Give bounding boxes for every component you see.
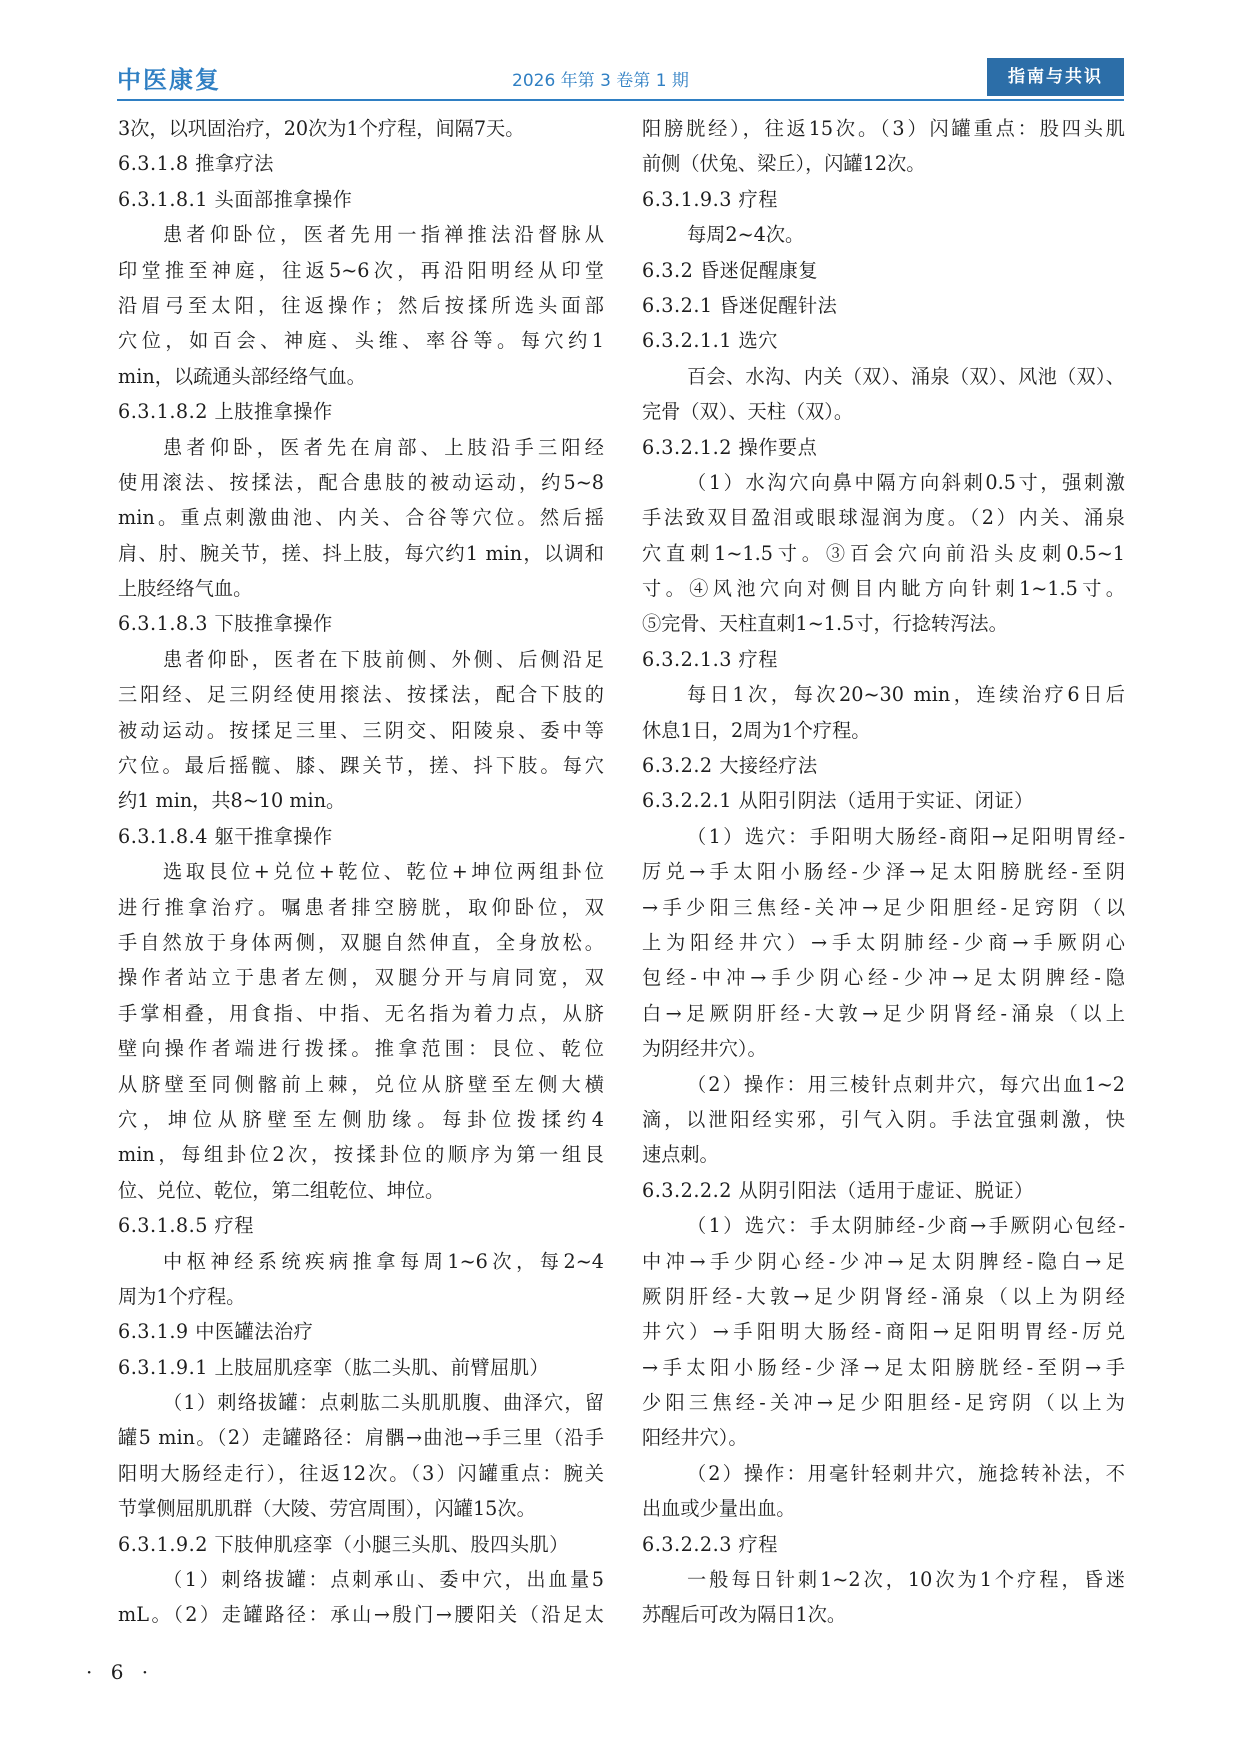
section-heading: 6.3.1.8 推拿疗法 bbox=[118, 152, 274, 176]
journal-name: 中医康复 bbox=[117, 66, 221, 94]
text-line: 位、兑位、乾位，第二组乾位、坤位。 bbox=[118, 1178, 445, 1202]
text-line: 周为1个疗程。 bbox=[118, 1284, 246, 1308]
text-line: mL。（2）走罐路径：承山→殷门→腰阳关（沿足太 bbox=[118, 1603, 604, 1627]
text-line: 滴，以泄阳经实邪，引气入阴。手法宜强刺激，快 bbox=[642, 1107, 1125, 1131]
section-heading: 6.3.1.9 中医罐法治疗 bbox=[118, 1320, 314, 1344]
text-line: 一般每日针刺1~2次，10次为1个疗程，昏迷 bbox=[687, 1568, 1125, 1592]
section-heading: 6.3.2.1.2 操作要点 bbox=[642, 435, 818, 459]
section-heading: 6.3.1.9.3 疗程 bbox=[642, 187, 778, 211]
section-heading: 6.3.2.1.3 疗程 bbox=[642, 647, 778, 671]
section-heading: 6.3.1.8.4 躯干推拿操作 bbox=[118, 824, 333, 848]
text-line: 沿眉弓至太阳，往返操作；然后按揉所选头面部 bbox=[118, 293, 604, 317]
text-line: 百会、水沟、内关（双）、涌泉（双）、风池（双）、 bbox=[687, 364, 1125, 388]
text-line: 使用滚法、按揉法，配合患肢的被动运动，约5~8 bbox=[118, 470, 604, 494]
page-number: · 6 · bbox=[86, 1660, 155, 1684]
section-heading: 6.3.2.2 大接经疗法 bbox=[642, 754, 818, 778]
text-line: 休息1日，2周为1个疗程。 bbox=[642, 718, 871, 742]
text-line: 选取艮位+兑位+乾位、乾位+坤位两组卦位 bbox=[163, 860, 604, 884]
section-heading: 6.3.2.2.3 疗程 bbox=[642, 1532, 778, 1556]
text-line: 阳明大肠经走行），往返12次。（3）闪罐重点：腕关 bbox=[118, 1461, 604, 1485]
issue-info: 2026 年第 3 卷第 1 期 bbox=[512, 71, 689, 91]
section-heading: 6.3.1.8.5 疗程 bbox=[118, 1214, 254, 1238]
text-line: （1）选穴：手阳明大肠经-商阳→足阳明胃经- bbox=[687, 824, 1125, 848]
section-label: 指南与共识 bbox=[987, 58, 1124, 96]
text-line: 罐5 min。（2）走罐路径：肩髃→曲池→手三里（沿手 bbox=[118, 1426, 604, 1450]
section-heading: 6.3.1.8.3 下肢推拿操作 bbox=[118, 612, 333, 636]
text-line: 阳经井穴）。 bbox=[642, 1426, 748, 1450]
text-line: 为阴经井穴）。 bbox=[642, 1037, 767, 1061]
text-line: 寸。④风池穴向对侧目内眦方向针刺1~1.5寸。 bbox=[642, 577, 1125, 601]
right-column bbox=[642, 111, 1125, 1633]
text-line: 中枢神经系统疾病推拿每周1~6次，每2~4 bbox=[163, 1249, 604, 1273]
text-line: 患者仰卧，医者在下肢前侧、外侧、后侧沿足 bbox=[163, 647, 604, 671]
section-heading: 6.3.1.9.2 下肢伸肌痉挛（小腿三头肌、股四头肌） bbox=[118, 1532, 569, 1556]
section-heading: 6.3.2.1 昏迷促醒针法 bbox=[642, 293, 838, 317]
text-line: min，每组卦位2次，按揉卦位的顺序为第一组艮 bbox=[118, 1143, 604, 1167]
text-line: 苏醒后可改为隔日1次。 bbox=[642, 1603, 847, 1627]
text-line: 少阳三焦经-关冲→足少阳胆经-足窍阴（以上为 bbox=[642, 1391, 1125, 1415]
text-line: 包经-中冲→手少阴心经-少冲→足太阴脾经-隐 bbox=[642, 966, 1125, 990]
section-heading: 6.3.2.2.1 从阳引阴法（适用于实证、闭证） bbox=[642, 789, 1034, 813]
text-line: 上为阳经井穴）→手太阴肺经-少商→手厥阴心 bbox=[642, 930, 1125, 954]
text-line: 患者仰卧位，医者先用一指禅推法沿督脉从 bbox=[163, 223, 604, 247]
text-line: →手太阳小肠经-少泽→足太阳膀胱经-至阴→手 bbox=[642, 1355, 1125, 1379]
section-heading: 6.3.2.1.1 选穴 bbox=[642, 329, 778, 353]
text-line: 穴，坤位从脐壁至左侧肋缘。每卦位拨揉约4 bbox=[118, 1107, 604, 1131]
text-line: min，以疏通头部经络气血。 bbox=[118, 364, 366, 388]
text-line: 手掌相叠，用食指、中指、无名指为着力点，从脐 bbox=[118, 1001, 604, 1025]
text-line: →手少阳三焦经-关冲→足少阳胆经-足窍阴（以 bbox=[642, 895, 1125, 919]
text-line: 厉兑→手太阳小肠经-少泽→足太阳膀胱经-至阴 bbox=[642, 860, 1125, 884]
text-line: 出血或少量出血。 bbox=[642, 1497, 796, 1521]
text-line: 壁向操作者端进行拨揉。推拿范围：艮位、乾位 bbox=[118, 1037, 604, 1061]
text-line: 速点刺。 bbox=[642, 1143, 719, 1167]
text-line: 肩、肘、腕关节，搓、抖上肢，每穴约1 min，以调和 bbox=[118, 541, 604, 565]
header-rule bbox=[117, 99, 1124, 101]
text-line: （2）操作：用三棱针点刺井穴，每穴出血1~2 bbox=[687, 1072, 1125, 1096]
text-line: 患者仰卧，医者先在肩部、上肢沿手三阳经 bbox=[163, 435, 604, 459]
text-line: min。重点刺激曲池、内关、合谷等穴位。然后摇 bbox=[118, 506, 604, 530]
text-line: 被动运动。按揉足三里、三阴交、阳陵泉、委中等 bbox=[118, 718, 604, 742]
text-line: 每日1次，每次20~30 min，连续治疗6日后 bbox=[687, 683, 1125, 707]
left-column bbox=[118, 111, 604, 1633]
text-line: 操作者站立于患者左侧，双腿分开与肩同宽，双 bbox=[118, 966, 604, 990]
section-heading: 6.3.1.8.2 上肢推拿操作 bbox=[118, 400, 333, 424]
text-line: 手法致双目盈泪或眼球湿润为度。（2）内关、涌泉 bbox=[642, 506, 1125, 530]
section-heading: 6.3.1.9.1 上肢屈肌痉挛（肱二头肌、前臂屈肌） bbox=[118, 1355, 550, 1379]
section-heading: 6.3.2 昏迷促醒康复 bbox=[642, 258, 819, 282]
text-line: 三阳经、足三阴经使用㨰法、按揉法，配合下肢的 bbox=[118, 683, 604, 707]
text-line: （1）水沟穴向鼻中隔方向斜刺0.5寸，强刺激 bbox=[687, 470, 1125, 494]
text-line: 约1 min，共8~10 min。 bbox=[118, 789, 346, 813]
text-line: 印堂推至神庭，往返5~6次，再沿阳明经从印堂 bbox=[118, 258, 604, 282]
text-line: ⑤完骨、天柱直刺1~1.5寸，行捻转泻法。 bbox=[642, 612, 1008, 636]
text-line: （1）选穴：手太阴肺经-少商→手厥阴心包经- bbox=[687, 1214, 1125, 1238]
text-line: 手自然放于身体两侧，双腿自然伸直，全身放松。 bbox=[118, 930, 604, 954]
text-line: 白→足厥阴肝经-大敦→足少阴肾经-涌泉（以上 bbox=[642, 1001, 1125, 1025]
text-line: （2）操作：用毫针轻刺井穴，施捻转补法，不 bbox=[687, 1461, 1125, 1485]
text-line: 从脐壁至同侧髂前上棘，兑位从脐壁至左侧大横 bbox=[118, 1072, 604, 1096]
text-line: 进行推拿治疗。嘱患者排空膀胱，取仰卧位，双 bbox=[118, 895, 604, 919]
section-heading: 6.3.2.2.2 从阴引阳法（适用于虚证、脱证） bbox=[642, 1178, 1034, 1202]
text-line: 完骨（双）、天柱（双）。 bbox=[642, 400, 854, 424]
section-heading: 6.3.1.8.1 头面部推拿操作 bbox=[118, 187, 353, 211]
text-line: （1）刺络拔罐：点刺承山、委中穴，出血量5 bbox=[163, 1568, 604, 1592]
text-line: 穴位。最后摇髋、膝、踝关节，搓、抖下肢。每穴 bbox=[118, 754, 604, 778]
text-line: 中冲→手少阴心经-少冲→足太阴脾经-隐白→足 bbox=[642, 1249, 1125, 1273]
text-line: 前侧（伏兔、梁丘），闪罐12次。 bbox=[642, 152, 926, 176]
running-header bbox=[117, 58, 1124, 98]
text-line: 阳膀胱经），往返15次。（3）闪罐重点：股四头肌 bbox=[642, 117, 1125, 140]
text-line: 穴直刺1~1.5寸。③百会穴向前沿头皮刺0.5~1 bbox=[642, 541, 1125, 565]
text-line: 井穴）→手阳明大肠经-商阳→足阳明胃经-厉兑 bbox=[642, 1320, 1125, 1344]
text-line: 节掌侧屈肌肌群（大陵、劳宫周围），闪罐15次。 bbox=[118, 1497, 536, 1521]
text-line: （1）刺络拔罐：点刺肱二头肌肌腹、曲泽穴，留 bbox=[163, 1391, 604, 1415]
text-line: 穴位，如百会、神庭、头维、率谷等。每穴约1 bbox=[118, 329, 604, 353]
text-line: 每周2~4次。 bbox=[687, 223, 805, 247]
text-line: 厥阴肝经-大敦→足少阴肾经-涌泉（以上为阴经 bbox=[642, 1284, 1125, 1308]
text-line: 3次，以巩固治疗，20次为1个疗程，间隔7天。 bbox=[118, 117, 525, 140]
text-line: 上肢经络气血。 bbox=[118, 577, 253, 601]
